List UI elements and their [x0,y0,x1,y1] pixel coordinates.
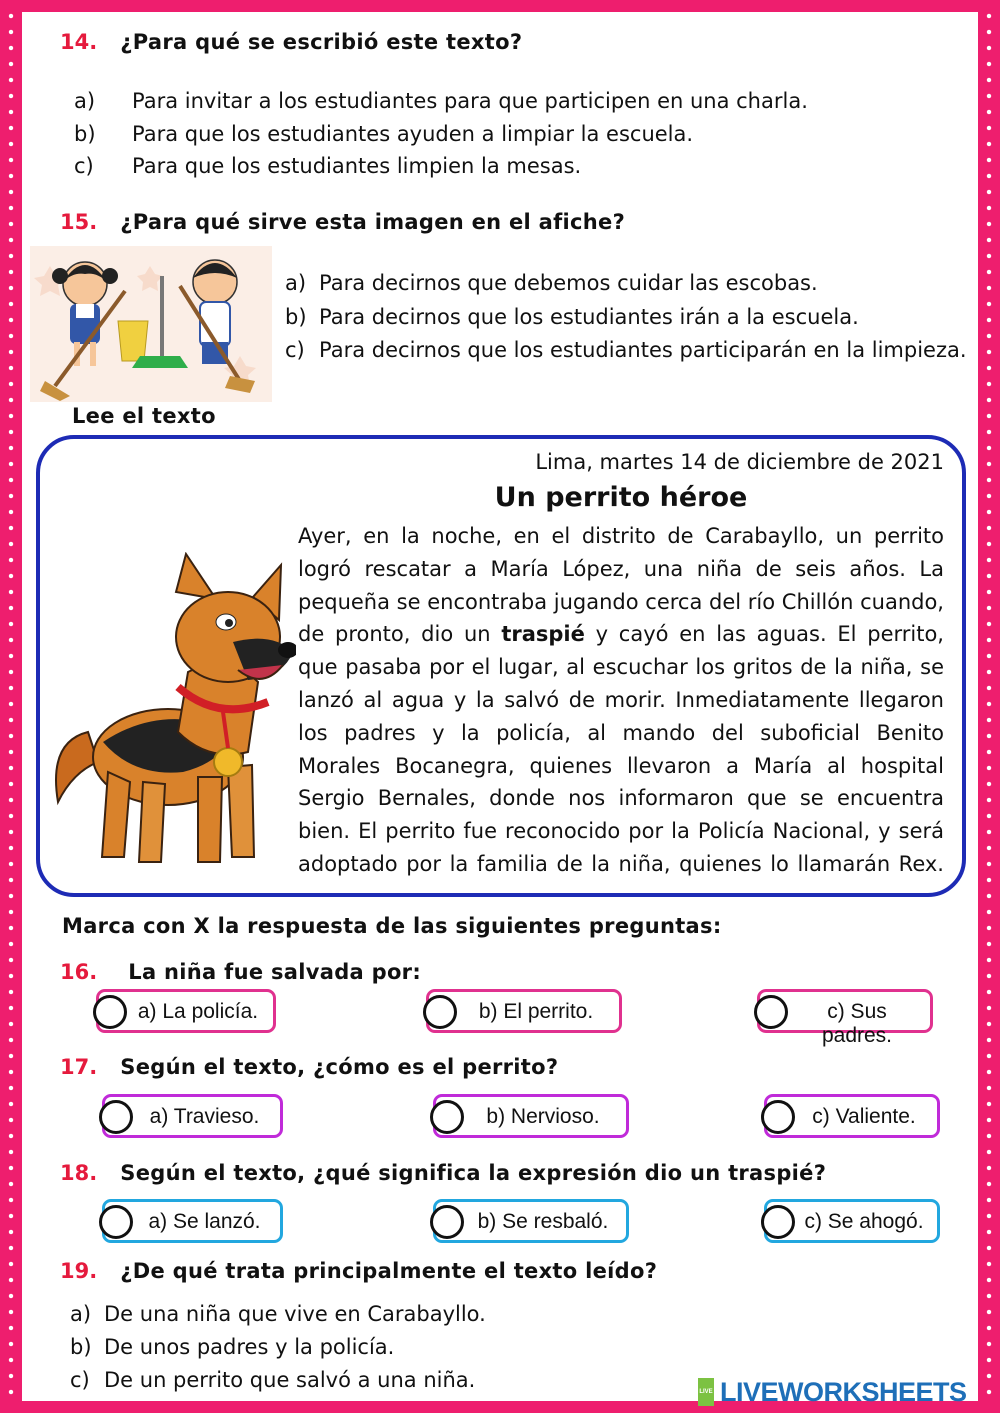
option-letter: b) [74,121,96,146]
option-text: De un perrito que salvó a una niña. [104,1368,476,1392]
option-letter: b) [70,1335,92,1359]
question-text: ¿Para qué se escribió este texto? [120,30,523,54]
story-date: Lima, martes 14 de diciembre de 2021 [535,450,944,474]
read-label: Lee el texto [72,404,216,428]
question-number: 14. [60,30,98,54]
answer-circle[interactable] [761,1100,795,1134]
q18-option-c[interactable] [764,1199,940,1243]
q16-option-a[interactable] [96,989,276,1033]
q19-option-b[interactable] [70,1331,486,1364]
answer-circle[interactable] [99,1205,133,1239]
option-text: Para decirnos que los estudiantes participarán en la limpieza. [319,338,967,362]
q19-option-a[interactable] [70,1298,486,1331]
option-letter: a) [70,1302,92,1326]
option-text: Para decirnos que los estudiantes irán a la escuela. [319,304,859,329]
question-number: 15. [60,210,98,234]
question-text: La niña fue salvada por: [128,960,422,984]
option-letter: c) [70,1368,90,1392]
option-label: a) La policía. [137,1000,259,1023]
q18-option-b[interactable] [433,1199,629,1243]
answer-circle[interactable] [430,1205,464,1239]
option-label: c) Sus padres. [821,1000,893,1047]
story-bold-word: traspié [501,622,585,647]
option-text: De una niña que vive en Carabayllo. [104,1302,486,1326]
q17-option-a[interactable] [102,1094,283,1138]
option-label: a) Se lanzó. [148,1210,261,1233]
q15-option-a[interactable] [285,267,967,301]
watermark-text: LIVEWORKSHEETS [720,1376,967,1407]
question-18 [60,1161,826,1185]
q16-option-c[interactable] [757,989,933,1047]
border-dots-right [986,8,992,1405]
option-letter: c) [285,338,305,362]
liveworksheets-watermark [698,1377,967,1407]
q14-option-c[interactable] [74,150,808,183]
option-label: b) Se resbaló. [477,1210,609,1233]
option-text: Para que los estudiantes limpien la mesas. [132,154,582,178]
option-label: c) Se ahogó. [804,1210,924,1233]
question-16 [60,960,421,984]
q18-option-a[interactable] [102,1199,283,1243]
option-label: b) El perrito. [478,1000,594,1023]
story-text-1: Ayer, en la noche, en el distrito de Carabayllo, un perrito logró rescatar a María López, una niña de seis años. La pequeña se encontraba jugando cerca del río Chillón cuando, de pronto, dio un [298,524,944,647]
question-number: 19. [60,1259,98,1283]
question-number: 17. [60,1055,98,1079]
option-letter: a) [74,89,96,113]
q14-options [74,85,808,183]
story-paragraph [298,520,944,881]
question-text: ¿Para qué sirve esta imagen en el afiche? [120,210,626,234]
question-text: Según el texto, ¿cómo es el perrito? [120,1055,559,1079]
option-label: a) Travieso. [149,1105,260,1128]
question-15 [60,210,625,234]
watermark-side-badge [698,1378,714,1406]
question-14 [60,30,522,54]
question-17 [60,1055,558,1079]
q14-option-b[interactable] [74,118,808,151]
question-text: ¿De qué trata principalmente el texto leído? [120,1259,658,1283]
question-number: 18. [60,1161,98,1185]
watermark-side-text: LIVE [699,1388,713,1395]
instructions: Marca con X la respuesta de las siguientes preguntas: [62,914,722,938]
q14-option-a[interactable] [74,85,808,118]
q17-option-b[interactable] [433,1094,629,1138]
border-dots-left [8,8,14,1405]
option-label: b) Nervioso. [486,1105,600,1128]
option-letter: a) [285,271,307,295]
option-label: c) Valiente. [812,1105,916,1128]
question-19 [60,1259,657,1283]
q15-option-c[interactable] [285,334,967,368]
story-text-2: y cayó en las aguas. El perrito, que pasaba por el lugar, al escuchar los gritos de la niña, se lanzó al agua y la salvó de morir. Inmediatamente llegaron los padres y la policía, al mando del suboficial Benito Morales Bocanegra, quienes llevaron a María al hospital Sergio Bernales, donde nos informaron que se encuentra bien. El perrito fue reconocido por la Policía Nacional, y será adoptado por la familia de la niña, quienes lo llamarán Rex. [298,622,944,876]
q16-option-b[interactable] [426,989,622,1033]
answer-circle[interactable] [423,995,457,1029]
q15-options [285,267,967,368]
option-letter: b) [285,304,307,329]
option-letter: c) [74,154,94,178]
question-number: 16. [60,960,98,984]
option-text: De unos padres y la policía. [104,1335,395,1359]
answer-circle[interactable] [93,995,127,1029]
story-title: Un perrito héroe [494,482,748,513]
kids-cleaning-illustration [30,246,272,402]
answer-circle[interactable] [99,1100,133,1134]
answer-circle[interactable] [754,995,788,1029]
q19-options [70,1298,486,1397]
option-text: Para decirnos que debemos cuidar las escobas. [319,271,818,295]
q19-option-c[interactable] [70,1364,486,1397]
q17-option-c[interactable] [764,1094,940,1138]
question-text: Según el texto, ¿qué significa la expresión dio un traspié? [120,1161,827,1185]
option-text: Para invitar a los estudiantes para que participen en una charla. [132,89,808,113]
option-text: Para que los estudiantes ayuden a limpiar la escuela. [132,121,694,146]
answer-circle[interactable] [761,1205,795,1239]
dog-illustration [48,552,296,880]
answer-circle[interactable] [430,1100,464,1134]
q15-option-b[interactable] [285,301,967,335]
